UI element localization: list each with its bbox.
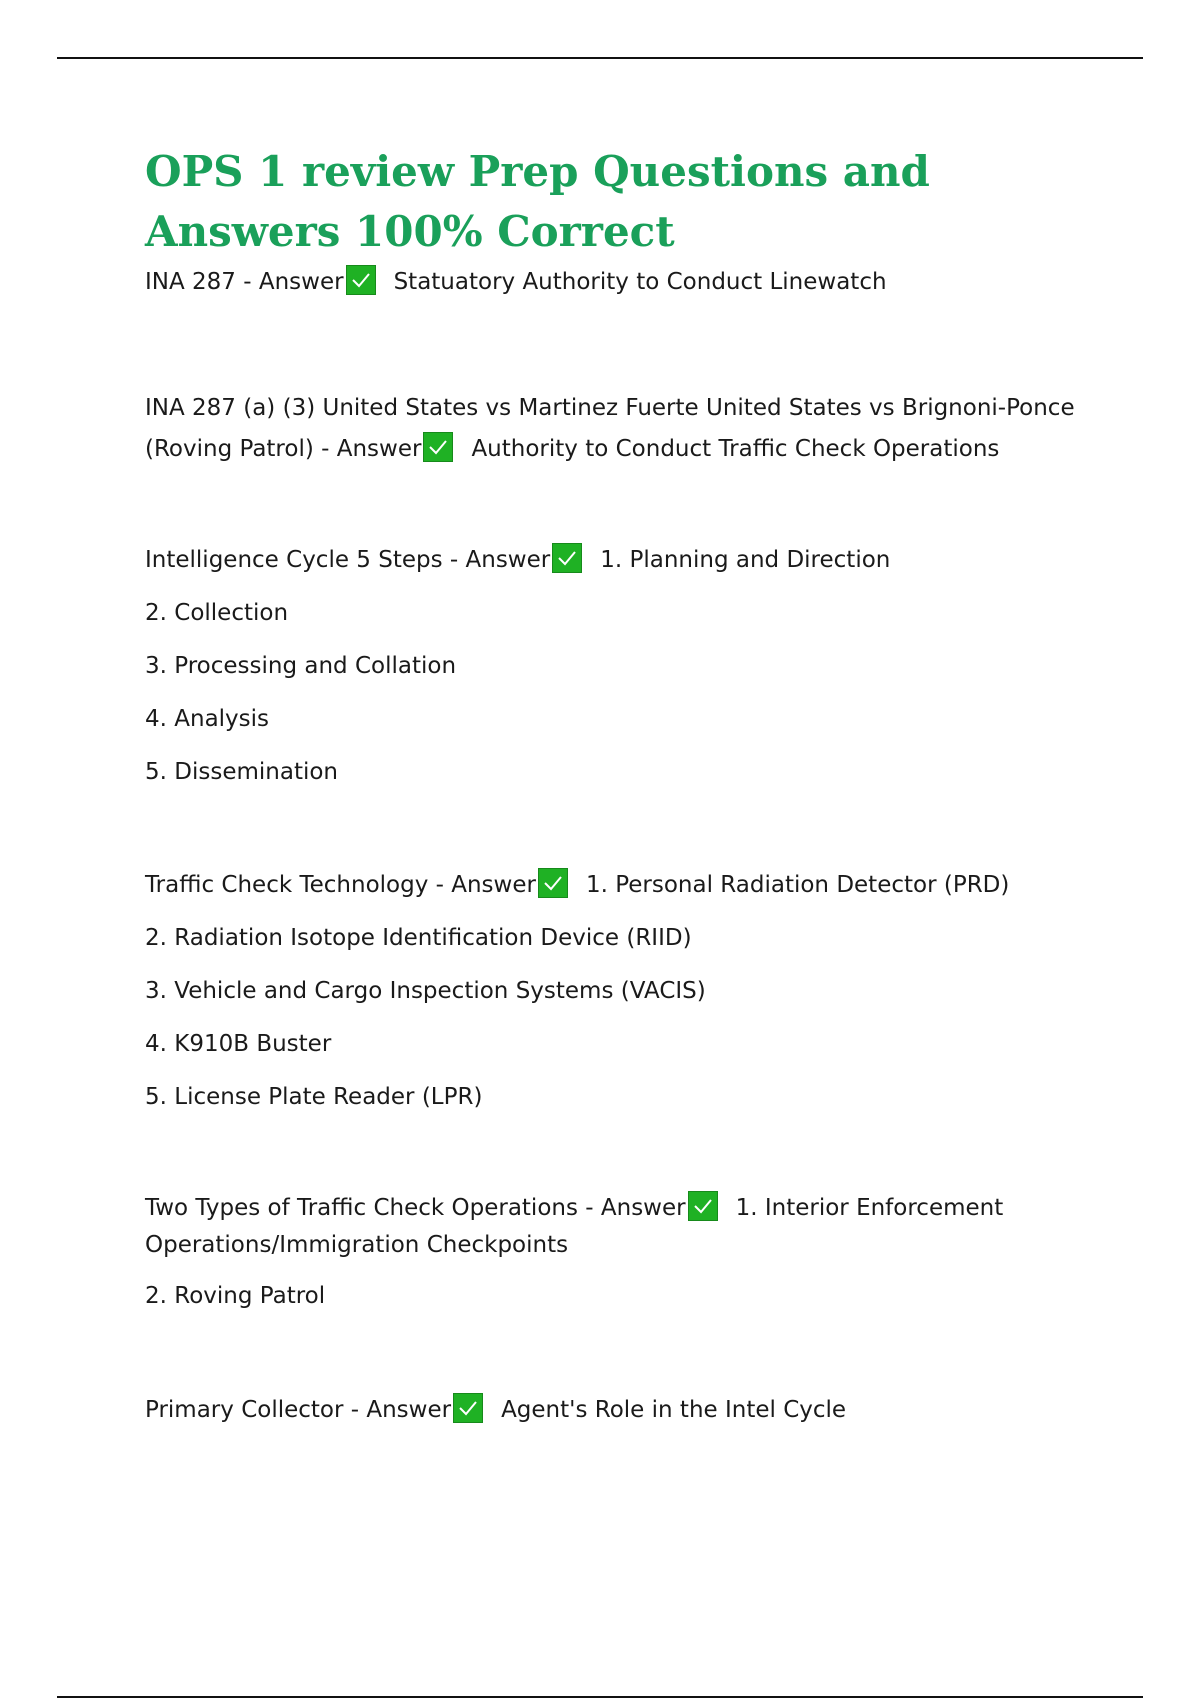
qa-item-1	[145, 262, 1105, 303]
question-text: INA 287 - Answer	[145, 269, 344, 295]
question-text: Primary Collector - Answer	[145, 1397, 452, 1423]
list-item: 2. Radiation Isotope Identification Device (RIID)	[145, 925, 692, 951]
checkmark-icon	[552, 543, 582, 573]
qa-line	[145, 262, 1105, 303]
qa-line	[145, 865, 1105, 906]
checkmark-icon	[453, 1393, 483, 1423]
qa-item-4	[145, 865, 1105, 1118]
list-item: 4. K910B Buster	[145, 1031, 332, 1057]
qa-item-6	[145, 1390, 1105, 1431]
question-text: Two Types of Traffic Check Operations - Answer	[145, 1195, 686, 1221]
list-item: 2. Collection	[145, 600, 289, 626]
qa-line	[145, 1190, 1105, 1264]
qa-item-5	[145, 1190, 1105, 1317]
qa-line	[145, 540, 1105, 581]
question-text: Traffic Check Technology - Answer	[145, 872, 536, 898]
list-item: 4. Analysis	[145, 706, 270, 732]
document-title: OPS 1 review Prep Questions and Answers 100% Correct	[145, 147, 930, 256]
qa-line	[145, 1390, 1105, 1431]
checkmark-icon	[538, 868, 568, 898]
checkmark-icon	[688, 1191, 718, 1221]
list-item: 3. Processing and Collation	[145, 653, 457, 679]
question-text: INA 287 (a) (3) United States vs Martinez Fuerte United States vs Brignoni-Ponce (Roving Patrol) - Answer	[145, 395, 1075, 462]
answer-text: 1. Personal Radiation Detector (PRD)	[585, 872, 1010, 898]
list-item: 2. Roving Patrol	[145, 1283, 326, 1309]
checkmark-icon	[346, 265, 376, 295]
answer-text: 1. Planning and Direction	[600, 547, 891, 573]
answer-text: 1. Interior Enforcement Operations/Immigration Checkpoints	[145, 1195, 1004, 1258]
answer-text: Statuatory Authority to Conduct Linewatch	[393, 269, 887, 295]
answer-text: Agent's Role in the Intel Cycle	[501, 1397, 847, 1423]
qa-item-2	[145, 388, 1105, 470]
qa-item-3	[145, 540, 1105, 793]
list-item: 3. Vehicle and Cargo Inspection Systems (VACIS)	[145, 978, 706, 1004]
top-rule	[57, 57, 1143, 59]
qa-line	[145, 388, 1105, 470]
list-item: 5. License Plate Reader (LPR)	[145, 1084, 483, 1110]
checkmark-icon	[423, 432, 453, 462]
bottom-rule	[57, 1696, 1143, 1698]
list-item: 5. Dissemination	[145, 759, 338, 785]
question-text: Intelligence Cycle 5 Steps - Answer	[145, 547, 551, 573]
answer-text: Authority to Conduct Traffic Check Operations	[471, 436, 1000, 462]
